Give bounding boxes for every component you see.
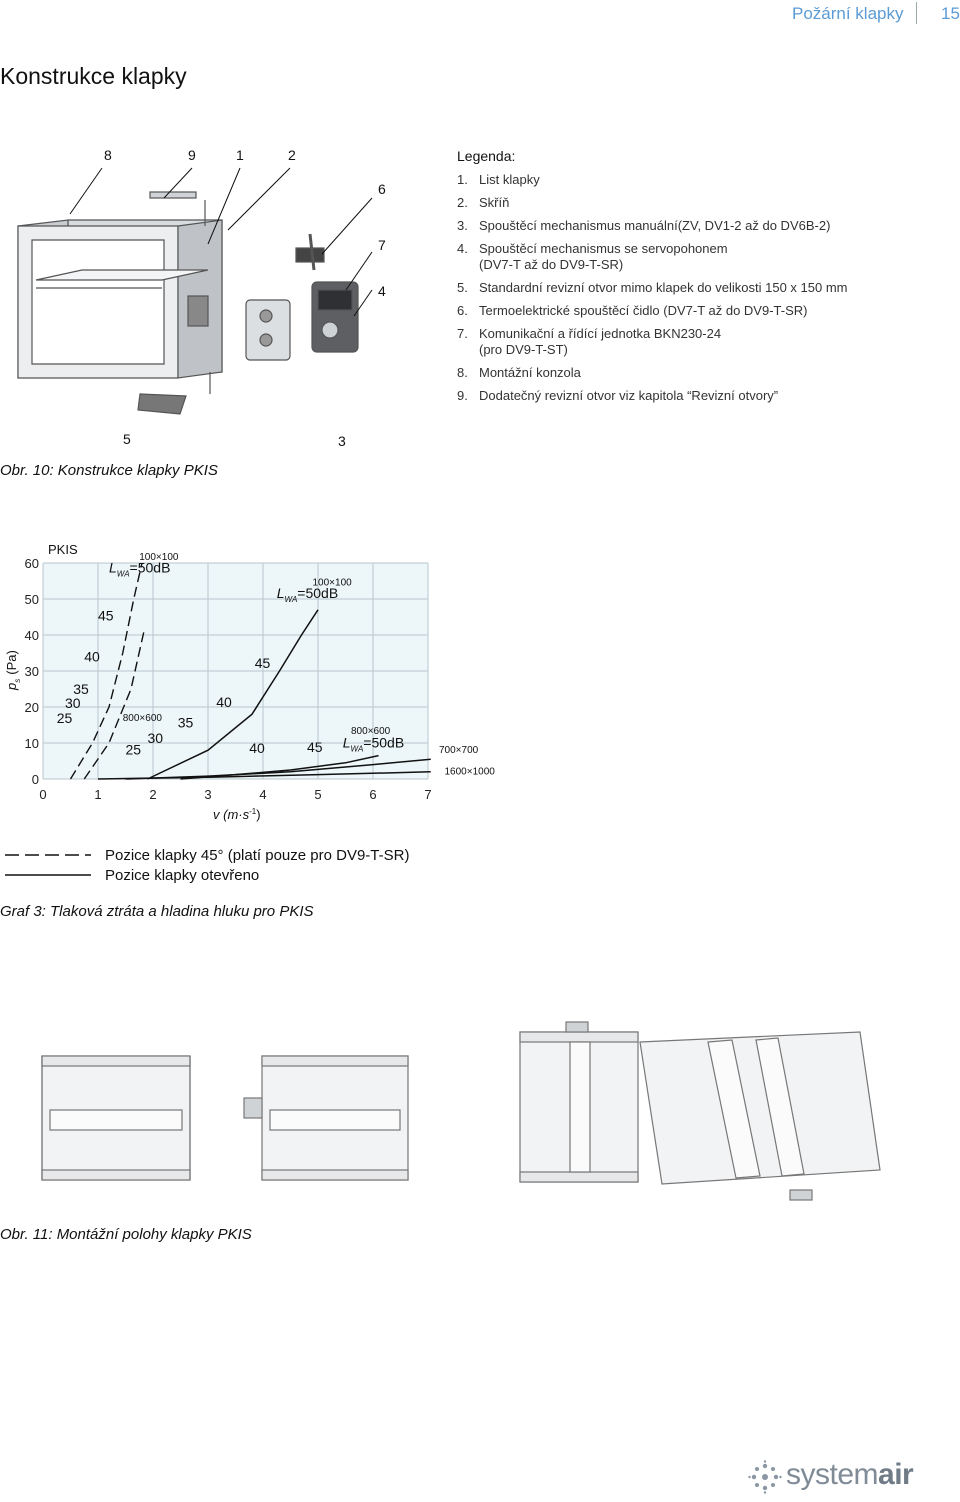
figure-10-caption: Obr. 10: Konstrukce klapky PKIS <box>0 462 218 479</box>
x-tick-label: 0 <box>39 787 47 802</box>
y-axis-label-unit: (Pa) <box>4 650 19 675</box>
pressure-loss-chart <box>0 530 495 830</box>
chart-annotation: 45 <box>98 607 114 624</box>
legend-item <box>457 241 877 273</box>
legend-item <box>457 195 877 211</box>
chart-annotation: 45 <box>254 655 271 672</box>
legend-item-text: List klapky <box>479 172 540 187</box>
inspection-opening <box>188 296 208 326</box>
chart-annotation: 700×700 <box>439 745 479 757</box>
x-tick-label: 7 <box>424 787 432 802</box>
chart-annotation: 800×600 <box>351 726 391 737</box>
x-tick-label: 3 <box>204 787 212 802</box>
y-tick-label: 60 <box>24 556 39 571</box>
legend-row-solid <box>5 865 409 885</box>
legend-item <box>457 326 877 358</box>
callout-8: 8 <box>104 147 112 163</box>
legend-item-text: Standardní revizní otvor mimo klapek do velikosti 150 x 150 mm <box>479 280 848 295</box>
y-axis-label-sub: s <box>13 678 22 683</box>
chart-annotation: 40 <box>84 648 100 665</box>
chart-annotation: 100×100 <box>139 552 179 564</box>
callout-3: 3 <box>338 433 346 449</box>
callout-line-2 <box>228 168 290 230</box>
brand-light: system <box>786 1458 879 1491</box>
x-axis-label-text: v (m·s <box>213 807 250 822</box>
mounting-bracket <box>150 192 196 198</box>
legend-item-text: Termoelektrické spouštěcí čidlo (DV7-T až do DV9-T-SR) <box>479 303 808 318</box>
header-separator <box>916 2 917 24</box>
legend-item-text: Dodatečný revizní otvor viz kapitola “Revizní otvory” <box>479 388 779 403</box>
header-section-title: Požární klapky <box>792 4 904 23</box>
chart-annotation: $L_{WA}=50dB$ <box>276 584 339 604</box>
chart-annotation: $L_{WA}=50dB$ <box>109 559 171 579</box>
chart-annotation: $L_{WA}=50dB$ <box>342 734 405 754</box>
legend-item-number: 7. <box>457 326 468 341</box>
chart-annotation: 30 <box>65 695 81 712</box>
legend-item-text: Montážní konzola <box>479 365 581 380</box>
legend-item <box>457 218 877 234</box>
callout-6: 6 <box>378 181 386 197</box>
x-axis-label <box>213 807 261 822</box>
legend-dashed-label: Pozice klapky 45° (platí pouze pro DV9-T-SR) <box>105 846 410 864</box>
callout-line-8 <box>70 168 102 214</box>
damper-position-tilted <box>640 1032 880 1200</box>
legend-item-number: 2. <box>457 195 468 210</box>
callout-7: 7 <box>378 237 386 253</box>
legend-item-number: 4. <box>457 241 468 256</box>
chart-title: PKIS <box>48 542 78 557</box>
y-axis-label <box>4 650 22 691</box>
x-tick-label: 5 <box>314 787 322 802</box>
damper-illustration <box>18 192 358 414</box>
chart-annotation: 1600×1000 <box>444 766 495 778</box>
legend-item-number: 5. <box>457 280 468 295</box>
actuator-box-bottom <box>790 1190 812 1200</box>
systemair-logo-text <box>786 1458 913 1492</box>
legend-item <box>457 280 877 296</box>
legend-heading: Legenda: <box>457 148 516 164</box>
brand-bold: air <box>878 1458 914 1491</box>
legend-row-dashed <box>5 845 409 865</box>
x-axis-label-end: ) <box>256 807 261 822</box>
mounting-positions-figure <box>0 1018 960 1218</box>
y-tick-label: 50 <box>24 592 39 607</box>
chart-annotation: 100×100 <box>312 577 352 589</box>
damper-construction-figure <box>0 140 440 450</box>
chart-annotation: 40 <box>216 694 232 710</box>
legend-item-number: 9. <box>457 388 468 403</box>
y-axis-label-symbol: p <box>4 682 19 690</box>
y-tick-label: 10 <box>24 736 39 751</box>
y-tick-label: 40 <box>24 628 39 643</box>
damper-position-horizontal-1 <box>42 1056 190 1180</box>
chart-annotation: 25 <box>125 741 142 758</box>
legend-item-text: Komunikační a řídící jednotka BKN230-24 (pro DV9-T-ST) <box>479 326 722 357</box>
legend-item-text: Spouštěcí mechanismus se servopohonem (DV7-T až do DV9-T-SR) <box>479 241 728 272</box>
callout-line-6 <box>322 198 372 254</box>
callout-5: 5 <box>123 431 131 447</box>
chart-annotation: 40 <box>249 740 265 757</box>
page-title: Konstrukce klapky <box>0 63 187 89</box>
x-tick-label: 2 <box>149 787 157 802</box>
legend-item-number: 1. <box>457 172 468 187</box>
x-tick-label: 1 <box>94 787 102 802</box>
callout-9: 9 <box>188 147 196 163</box>
line-style-legend <box>5 845 409 885</box>
systemair-logo-icon <box>748 1460 782 1494</box>
legend-item-text: Spouštěcí mechanismus manuální(ZV, DV1-2 až do DV6B-2) <box>479 218 831 233</box>
legend-list <box>457 172 877 404</box>
callout-1: 1 <box>236 147 244 163</box>
dashed-line-swatch <box>5 852 91 858</box>
chart-annotation: 35 <box>177 714 194 731</box>
trigger-mechanism <box>246 300 290 360</box>
legend-item-number: 8. <box>457 365 468 380</box>
chart-annotation: 800×600 <box>122 713 162 725</box>
actuator-box <box>244 1098 262 1118</box>
x-tick-label: 6 <box>369 787 377 802</box>
damper-position-vertical <box>520 1022 638 1182</box>
y-tick-label: 0 <box>31 772 39 787</box>
callout-line-7 <box>346 252 372 290</box>
legend-item-number: 6. <box>457 303 468 318</box>
callout-4: 4 <box>378 283 386 299</box>
legend-solid-label: Pozice klapky otevřeno <box>105 866 260 884</box>
y-tick-label: 20 <box>24 700 39 715</box>
chart-annotation: 45 <box>307 739 323 755</box>
page-number: 15 <box>941 4 960 23</box>
legend-item <box>457 172 877 188</box>
x-tick-label: 4 <box>259 787 267 802</box>
callout-line-1 <box>208 168 240 244</box>
legend-item <box>457 388 877 404</box>
figure-11-caption: Obr. 11: Montážní polohy klapky PKIS <box>0 1226 252 1243</box>
legend-item <box>457 365 877 381</box>
extra-inspection-lid <box>138 394 186 414</box>
y-tick-label: 30 <box>24 664 39 679</box>
callout-2: 2 <box>288 147 296 163</box>
actuator-box-top <box>566 1022 588 1032</box>
thermo-sensor <box>296 248 324 262</box>
x-axis-label-sup: -1 <box>249 807 257 816</box>
legend-item <box>457 303 877 319</box>
legend-item-number: 3. <box>457 218 468 233</box>
chart-annotation: 35 <box>73 681 89 698</box>
chart-annotation: 30 <box>147 730 164 746</box>
graph-3-caption: Graf 3: Tlaková ztráta a hladina hluku pro PKIS <box>0 903 314 920</box>
damper-position-horizontal-2 <box>244 1056 408 1180</box>
solid-line-swatch <box>5 872 91 878</box>
chart-annotation: 25 <box>56 710 73 727</box>
legend-item-text: Skříň <box>479 195 510 210</box>
legend <box>457 148 877 411</box>
